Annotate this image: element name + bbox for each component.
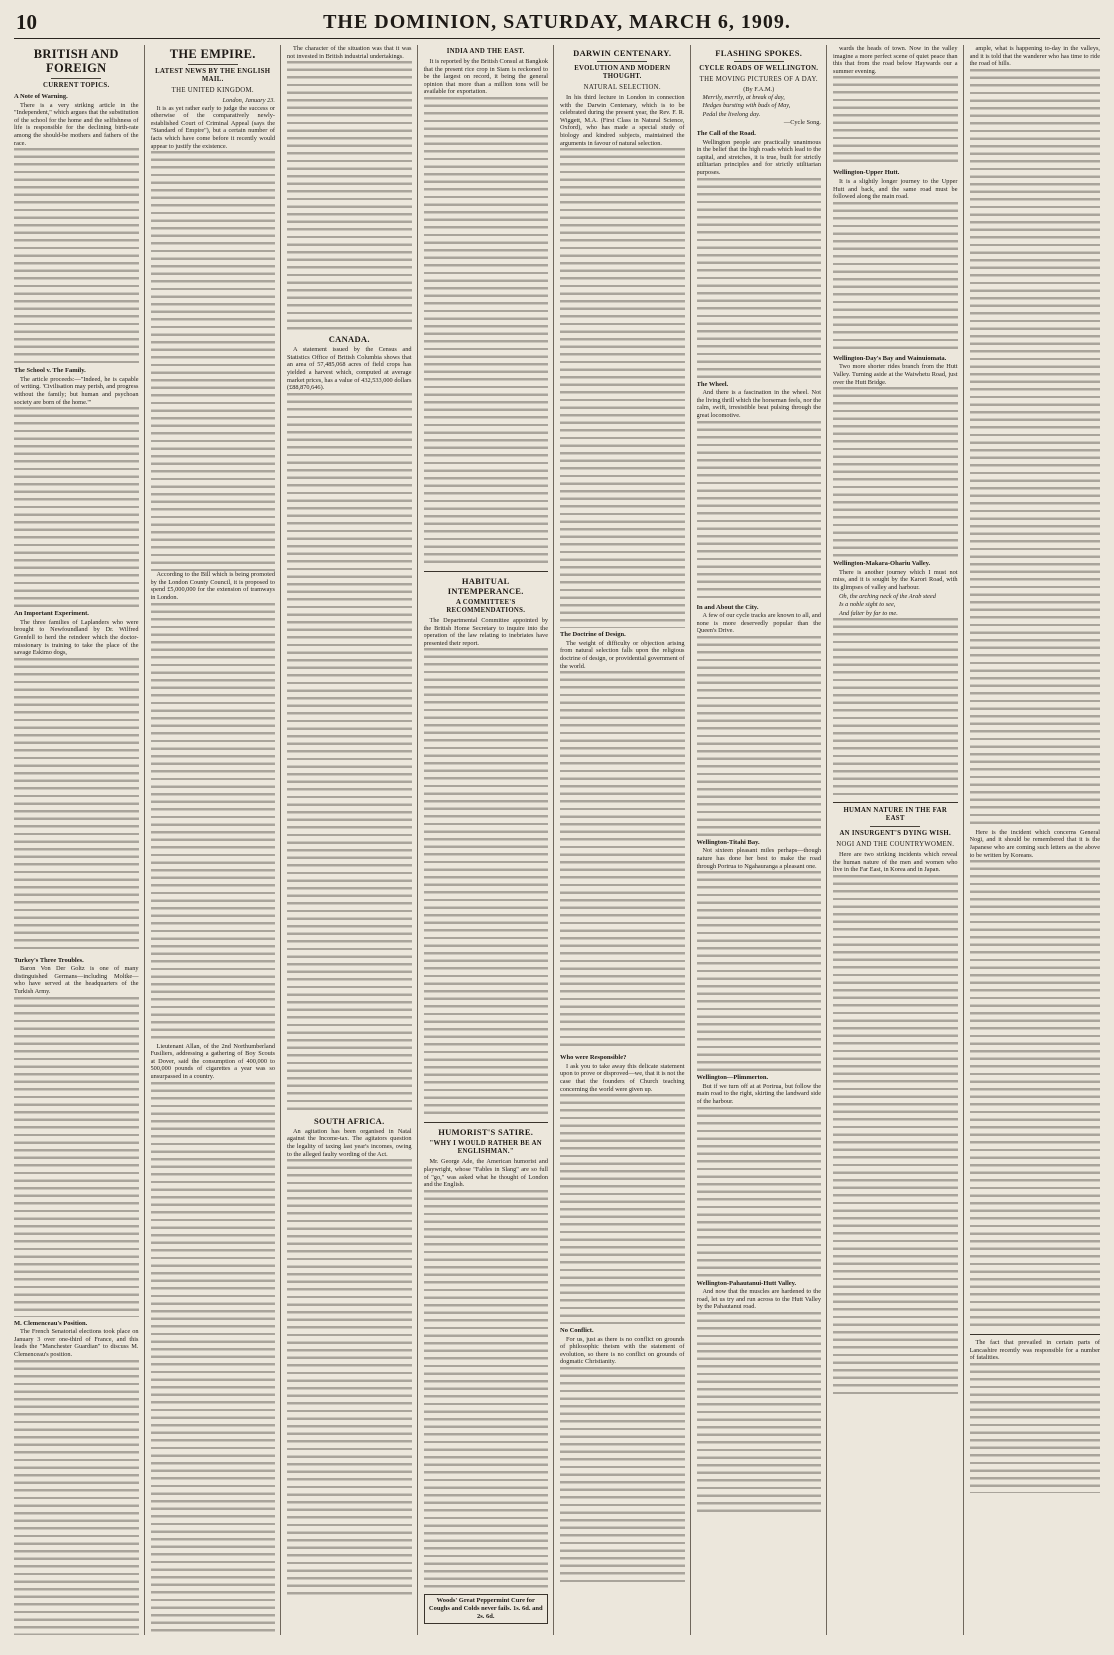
- body-text-lines: [151, 151, 276, 571]
- body-text-lines: [697, 1107, 822, 1277]
- column-1: [14, 45, 145, 1635]
- body-text-lines: [14, 407, 139, 607]
- article-text: The French Senatorial elections took place on January 3 over one-third of France, and this leads the "Manchester Guardian" to discuss M. Clemenceau's position.: [14, 1328, 139, 1359]
- section-title: SOUTH AFRICA.: [314, 1115, 385, 1126]
- article-text: Two more shorter rides branch from the Hutt Valley. Turning aside at the Waiwhetu Road, just over the Hutt Bridge.: [833, 363, 958, 386]
- byline: (By F.A.M.): [743, 86, 775, 93]
- masthead: [14, 8, 1100, 39]
- article-text: Baron Von Der Goltz is one of many distinguished Germans—including Moltke—who have served at the headquarters of the Turkish Army.: [14, 965, 139, 996]
- article-subhead: In and About the City.: [696, 603, 759, 611]
- body-text-lines: [424, 648, 549, 1118]
- page-number: 10: [16, 10, 37, 34]
- section-subheading: A COMMITTEE'S RECOMMENDATIONS.: [446, 598, 526, 614]
- section-title: NOGI AND THE COUNTRYWOMEN.: [836, 841, 955, 849]
- body-text-lines: [151, 603, 276, 1043]
- body-text-lines: [697, 1312, 822, 1512]
- article-subhead: Turkey's Three Troubles.: [14, 956, 84, 964]
- section-subheading: CURRENT TOPICS.: [43, 82, 110, 89]
- section-subheading: "WHY I WOULD RATHER BE AN ENGLISHMAN.": [429, 1140, 543, 1156]
- article-subhead: M. Clemenceau's Position.: [14, 1319, 88, 1327]
- divider: [597, 61, 647, 62]
- article-subhead: An Important Experiment.: [14, 610, 89, 618]
- article-text: A few of our cycle tracks are known to all, and none is more deservedly popular than the Queen's Drive.: [696, 612, 821, 635]
- section-heading: BRITISH AND FOREIGN: [33, 47, 119, 75]
- article-subhead: A Note of Warning.: [14, 93, 68, 100]
- body-text-lines: [287, 393, 412, 1113]
- article-subhead: Wellington—Plimmerton.: [696, 1074, 769, 1082]
- section-title: NATURAL SELECTION.: [583, 84, 661, 91]
- body-text-lines: [424, 1190, 549, 1590]
- article-text: Mr. George Ade, the American humorist and playwright, whose "Fables in Slang" are so full of "go," was asked what he thought of London and the English.: [423, 1158, 548, 1189]
- article-subhead: Wellington-Titahi Bay.: [696, 838, 760, 846]
- column-4: [424, 45, 555, 1635]
- body-text-lines: [560, 148, 685, 628]
- body-text-lines: [970, 69, 1101, 829]
- article-subhead: Wellington-Upper Hutt.: [833, 169, 900, 177]
- article-subhead: Who were Responsible?: [560, 1054, 627, 1062]
- section-subheading: AN INSURGENT'S DYING WISH.: [839, 830, 952, 838]
- column-3: [287, 45, 418, 1635]
- verse-line: And falter by far to me.: [839, 609, 898, 617]
- body-text-lines: [151, 1082, 276, 1636]
- body-text-lines: [697, 178, 822, 378]
- body-text-lines: [970, 860, 1101, 1330]
- section-title: CANADA.: [328, 334, 370, 345]
- article-text: In his third lecture in London in connection with the Darwin Centenary, which is to be celebrated during the present year, the Rev. F. R. Wiggett, M.A. (First Class in Natural Science, Oxford), who has made a special study of biology and kindred subjects, maintained the arguments in favour of natural selection.: [560, 94, 685, 147]
- section-subheading: EVOLUTION AND MODERN THOUGHT.: [574, 65, 671, 80]
- article-text: The three families of Laplanders who were brought to Newfoundland by Dr. Wilfred Grenfell to herd the reindeer which the doctor-missionary is training to take the place of the savage Eskimo dogs,: [14, 618, 139, 657]
- body-text-lines: [560, 671, 685, 1051]
- article-text: It is a slightly longer journey to the Upper Hutt and back, and the same road must be followed along the main road.: [833, 177, 958, 201]
- body-text-lines: [833, 875, 958, 1395]
- article-text: A statement issued by the Census and Statistics Office of British Columbia shows that an area of 57,485,068 acres of field crops has yielded a harvest which, computed at average market prices, has a value of 432,533,000 dollars (£88,870,646).: [287, 346, 412, 392]
- verse-line: Is a noble sight to see,: [839, 601, 896, 609]
- divider: [424, 571, 549, 572]
- section-title: THE MOVING PICTURES OF A DAY.: [699, 76, 818, 83]
- article-text: But if we turn off at at Porirua, but follow the main road to the right, skirting the landward side of the harbour.: [696, 1082, 821, 1106]
- body-text-lines: [697, 871, 822, 1071]
- body-text-lines: [14, 658, 139, 954]
- columns: [14, 45, 1100, 1635]
- section-subheading: CYCLE ROADS OF WELLINGTON.: [699, 65, 819, 72]
- section-heading: THE EMPIRE.: [169, 47, 256, 61]
- body-text-lines: [833, 618, 958, 798]
- divider: [424, 1122, 549, 1123]
- column-5: [560, 45, 691, 1635]
- body-text-lines: [287, 61, 412, 331]
- article-text: An agitation has been organised in Natal against the Income-tax. The agitators question the legality of taxing last year's incomes, owing to the alleged faulty wording of the Act.: [287, 1127, 412, 1158]
- article-text: Not sixteen pleasant miles perhaps—though nature has done her best to make the road through Porirua to Ngahauranga a pleasant one.: [696, 847, 821, 870]
- section-heading: HUMORIST'S SATIRE.: [438, 1127, 534, 1138]
- article-subhead: The Doctrine of Design.: [560, 631, 626, 639]
- article-text: The fact that prevailed in certain parts of Lancashire recently was responsible for a number of fatalities.: [969, 1339, 1100, 1362]
- article-text: ample, what is happening to-day in the valleys, and it is told that the wanderer who has time to ride the road of hills.: [969, 45, 1100, 68]
- column-8: [970, 45, 1101, 1635]
- article-text: I ask you to take away this delicate statement upon to prove or disproved—we, that it is not the case that the founders of Church teaching concerning the world were given up.: [560, 1062, 685, 1093]
- article-text: The article proceeds:—"Indeed, he is capable of writing. 'Civilisation may perish, and progress without the family; but human and psychoan society are born of the home.'": [14, 375, 139, 406]
- body-text-lines: [833, 76, 958, 166]
- body-text-lines: [287, 1159, 412, 1599]
- article-text: And there is a fascination in the wheel. Not the living thrill which the horseman feels, nor the calm, swift, irresistible beat pulsing through the great locomotive.: [696, 389, 821, 419]
- body-text-lines: [14, 148, 139, 364]
- body-text-lines: [833, 202, 958, 352]
- verse-credit: —Cycle Song.: [783, 119, 821, 127]
- masthead-title: THE DOMINION, SATURDAY, MARCH 6, 1909.: [323, 11, 791, 33]
- verse-line: Hedges bursting with buds of May,: [702, 102, 791, 110]
- section-heading: DARWIN CENTENARY.: [573, 48, 672, 58]
- article-text: It is as yet rather early to judge the success or otherwise of the comparatively newly-established Court of Criminal Appeal (says the "Standard of Empire"), but a certain number of facts which have come before it recently would appear to justify the existence.: [150, 104, 275, 150]
- article-text: According to the Bill which is being promoted by the London County Council, it is proposed to spend £5,000,000 for the extension of tramways in London.: [150, 571, 275, 601]
- body-text-lines: [833, 387, 958, 557]
- section-heading: HABITUAL INTEMPERANCE.: [447, 575, 524, 596]
- column-7: [833, 45, 964, 1635]
- article-text: Here is the incident which concerns General Nogi, and it should be remembered that it is the Japanese who are coming such letters as the above to be written by Koreans.: [969, 828, 1100, 859]
- article-text: The character of the situation was that it was not invested in British industrial undertakings.: [287, 45, 412, 60]
- divider: [833, 802, 958, 803]
- section-heading: FLASHING SPOKES.: [715, 48, 803, 58]
- section-heading: HUMAN NATURE IN THE FAR EAST: [843, 807, 948, 823]
- article-subhead: Wellington-Makara-Ohariu Valley.: [833, 560, 931, 568]
- column-2: [151, 45, 282, 1635]
- article-text: For us, just as there is no conflict on grounds of philosophic theism with the statement of evolution, so there is no conflict on grounds of dogmatic Christianity.: [560, 1335, 685, 1366]
- article-text: Here are two striking incidents which reveal the human nature of the men and women who live in the Far East, in Korea and in Japan.: [833, 851, 958, 874]
- article-subhead: The Wheel.: [696, 380, 729, 388]
- article-text: There is a very striking article in the "Independent," which argues that the substitution of the school for the home and the selfishness of life is responsible for the declining birth-rate among the should-be mothers and fathers of the race.: [14, 101, 139, 147]
- body-text-lines: [14, 997, 139, 1317]
- article-subhead: The Call of the Road.: [696, 129, 756, 137]
- body-text-lines: [424, 97, 549, 567]
- body-text-lines: [560, 1094, 685, 1324]
- article-text: The weight of difficulty or objection arising from natural selection falls upon the religious doctrine of design, or providential government of the world.: [560, 639, 685, 670]
- article-text: And now that the muscles are hardened to the road, let us try and run across to the Hutt Valley by the Pahautanui road.: [696, 1288, 821, 1311]
- section-title: THE UNITED KINGDOM.: [171, 87, 254, 94]
- body-text-lines: [697, 421, 822, 601]
- body-text-lines: [560, 1367, 685, 1587]
- divider: [188, 64, 238, 65]
- article-text: It is reported by the British Consul at Bangkok that the present rice crop in Siam is reckoned to be the largest on record, it being the general opinion that more than a million tons will be available for exportation.: [423, 58, 548, 96]
- verse-line: Pedal the livelong day.: [702, 110, 761, 118]
- body-text-lines: [970, 1363, 1101, 1493]
- article-subhead: Wellington-Pahautanui-Hutt Valley.: [696, 1279, 797, 1287]
- body-text-lines: [14, 1360, 139, 1635]
- body-text-lines: [697, 636, 822, 836]
- divider: [870, 826, 920, 827]
- article-text: There is another journey which I must not miss, and it is sought by the Karori Road, with its glimpses of valley and harbour.: [833, 568, 958, 591]
- article-text: Wellington people are practically unanimous in the belief that the high roads which lead to the capital, and stretches, it is true, built for strictly utilitarian principles and for strictly utilitarian purposes.: [696, 138, 821, 176]
- section-subheading: LATEST NEWS BY THE ENGLISH MAIL.: [155, 68, 271, 83]
- verse-line: Merrily, merrily, at break of day,: [702, 93, 785, 101]
- divider: [734, 61, 784, 62]
- verse-line: Oh, the arching neck of the Arab steed: [839, 592, 936, 600]
- article-text: The Departmental Committee appointed by the British Home Secretary to inquire into the operation of the law relating to inebriates have presented their report.: [423, 616, 548, 647]
- article-text: Lieutenant Allan, of the 2nd Northumberland Fusiliers, addressing a gathering of Boy Scouts at Dover, said the consumption of 400,000 to 500,000 pounds of cigarettes a year was so unsurpassed in a country.: [150, 1042, 275, 1080]
- advertisement: Woods' Great Peppermint Cure for Coughs and Colds never fails. 1s. 6d. and 2s. 6d.: [424, 1594, 549, 1624]
- article-subhead: No Conflict.: [560, 1327, 594, 1335]
- article-text: wards the heads of town. Now in the valley imagine a more perfect scene of quiet peace than this that from the road below Haywards our a summer evening.: [833, 45, 958, 75]
- dateline: London, January 23.: [222, 97, 275, 104]
- divider: [970, 1334, 1101, 1335]
- article-subhead: The School v. The Family.: [14, 367, 86, 375]
- divider: [51, 78, 101, 79]
- column-6: [697, 45, 828, 1635]
- section-title: INDIA AND THE EAST.: [446, 48, 525, 55]
- article-subhead: Wellington-Day's Bay and Wainuiomata.: [833, 354, 947, 362]
